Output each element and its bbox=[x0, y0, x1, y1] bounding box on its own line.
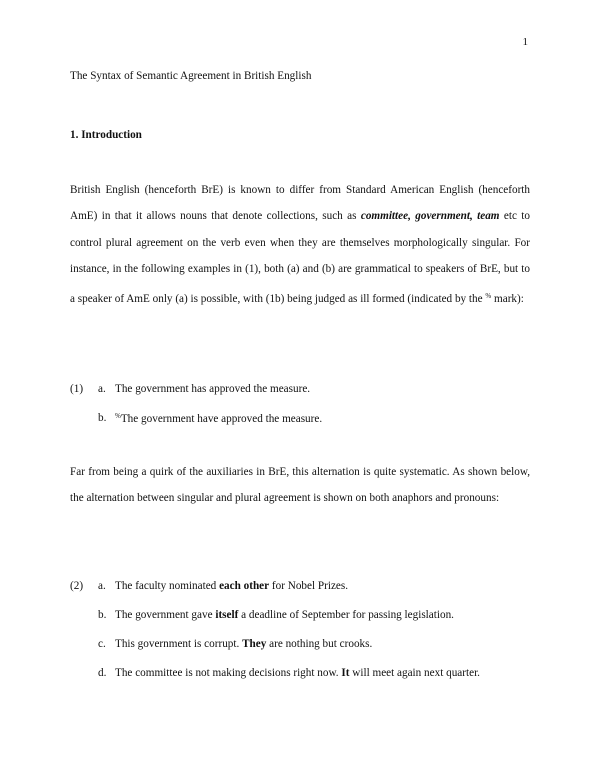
highlighted-term: They bbox=[242, 638, 267, 650]
highlighted-term: itself bbox=[215, 609, 239, 621]
example-letter: a. bbox=[98, 580, 106, 592]
example-letter: b. bbox=[98, 609, 107, 621]
highlighted-term: each other bbox=[219, 580, 270, 592]
judgment-mark: % bbox=[115, 412, 121, 420]
body-paragraph: Far from being a quirk of the auxiliaries in BrE, this alternation is quite systematic. As shown below, the alternation between singular and plural agreement is shown on both anaphors and pronouns: bbox=[70, 466, 530, 505]
example-number: (1) bbox=[70, 383, 84, 395]
document-page: 1 The Syntax of Semantic Agreement in British English 1. Introduction British English (henceforth BrE) is known to differ from Standard American English (henceforth AmE) in that it allows nouns that denote collections, such as committee, government, team etc to control plural agreement on the verb even when they are themselves morphologically singular. For instance, in the following examples in (1), both (a) and (b) are grammatical to speakers of BrE, but to a speaker of AmE only (a) is possible, with (1b) being judged as ill formed (indicated by the % mark): (1) a. The government has approved the measure. b. %The government have approved the measure. Far from being a quirk of the auxiliaries in BrE, this alternation is quite systematic. As shown below, the alternation between singular and plural agreement is shown on both anaphors and pronouns: (2) a. The faculty nominated each other for Nobel Prizes. b. The government gave itself a deadline of September for passing legislation. c. This government is corrupt. They are nothing but crooks. d. The committee is not making decisions right now. It will meet again next quarter. bbox=[70, 36, 531, 679]
example-letter: b. bbox=[98, 412, 107, 424]
judgment-mark: % bbox=[485, 291, 492, 300]
example-terms: committee, government, team bbox=[360, 210, 500, 223]
page-number: 1 bbox=[522, 36, 528, 48]
example-number: (2) bbox=[70, 580, 84, 592]
example-letter: d. bbox=[98, 667, 107, 679]
highlighted-term: It bbox=[341, 667, 350, 679]
example-letter: c. bbox=[98, 638, 106, 650]
section-heading: 1. Introduction bbox=[70, 129, 142, 141]
example-letter: a. bbox=[98, 383, 106, 395]
paper-title: The Syntax of Semantic Agreement in British English bbox=[70, 70, 312, 82]
intro-paragraph: British English (henceforth BrE) is known to differ from Standard American English (henceforth AmE) in that it allows nouns that denote collections, such as committee, government, team etc to control plural agreement on the verb even when they are themselves morphologically singular. For instance, in the following examples in (1), both (a) and (b) are grammatical to speakers of BrE, but to a speaker of AmE only (a) is possible, with (1b) being judged as ill formed (indicated by the % mark): bbox=[70, 184, 531, 305]
